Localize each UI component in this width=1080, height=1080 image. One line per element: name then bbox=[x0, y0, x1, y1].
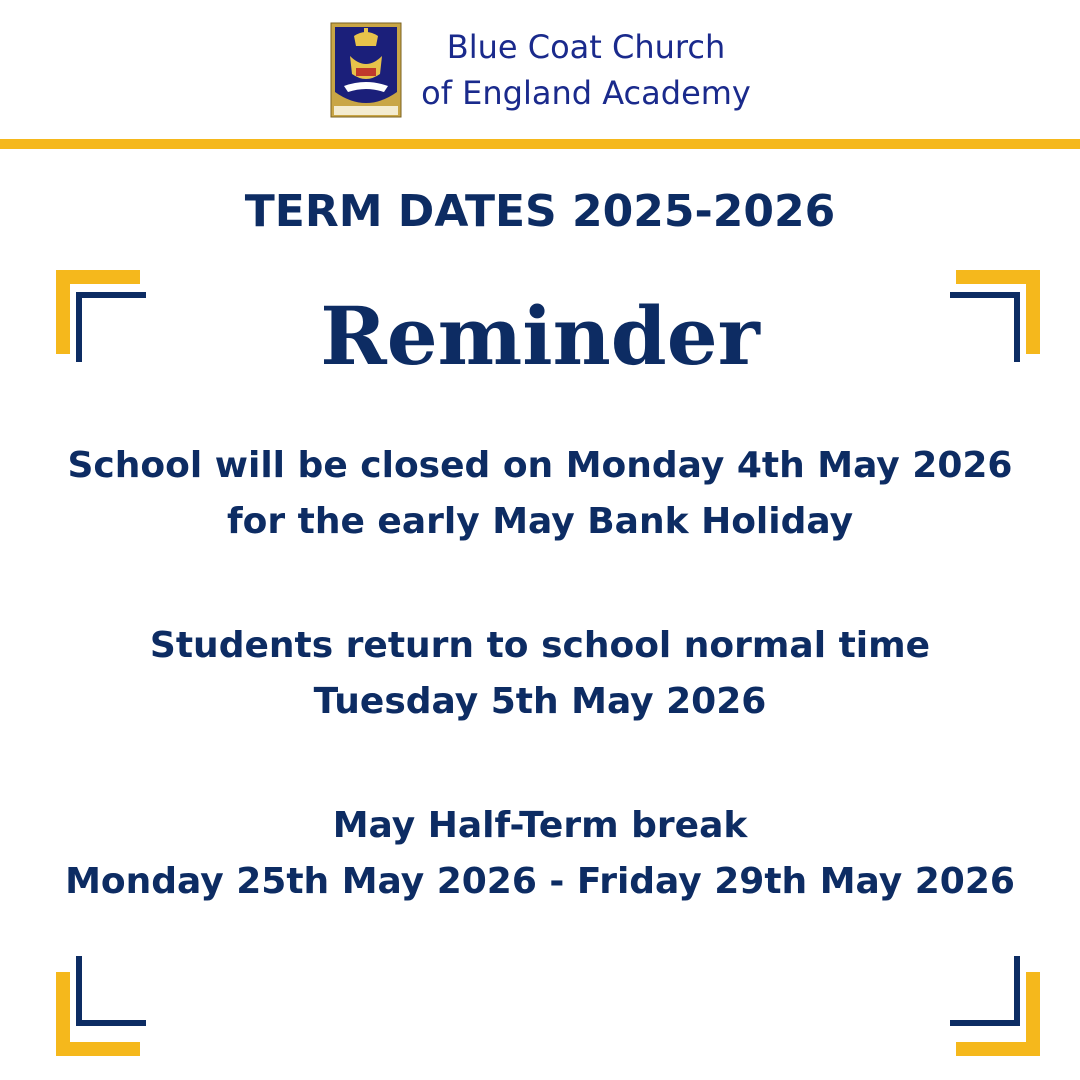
school-name-line2: of England Academy bbox=[421, 74, 751, 112]
header-divider bbox=[0, 139, 1080, 149]
notice-line: May Half-Term break bbox=[332, 805, 748, 846]
school-name bbox=[416, 24, 756, 116]
corner-bracket-icon bbox=[940, 956, 1040, 1056]
notice-bank-holiday bbox=[0, 438, 1080, 550]
corner-bracket-icon bbox=[940, 270, 1040, 370]
corner-bracket-icon bbox=[56, 270, 156, 370]
notice-return bbox=[0, 618, 1080, 730]
reminder-heading: Reminder bbox=[320, 289, 760, 383]
notice-line: for the early May Bank Holiday bbox=[226, 501, 854, 542]
school-name-line1: Blue Coat Church bbox=[446, 28, 726, 66]
corner-bracket-icon bbox=[56, 956, 156, 1056]
notice-half-term bbox=[0, 798, 1080, 910]
notice-line: Tuesday 5th May 2026 bbox=[313, 681, 767, 722]
notice-line: School will be closed on Monday 4th May 2026 bbox=[67, 445, 1013, 486]
school-crest-icon bbox=[330, 22, 402, 118]
page-title: TERM DATES 2025-2026 bbox=[244, 186, 836, 237]
header bbox=[0, 0, 1080, 140]
notice-line: Students return to school normal time bbox=[149, 625, 931, 666]
notice-line: Monday 25th May 2026 - Friday 29th May 2026 bbox=[65, 861, 1015, 902]
